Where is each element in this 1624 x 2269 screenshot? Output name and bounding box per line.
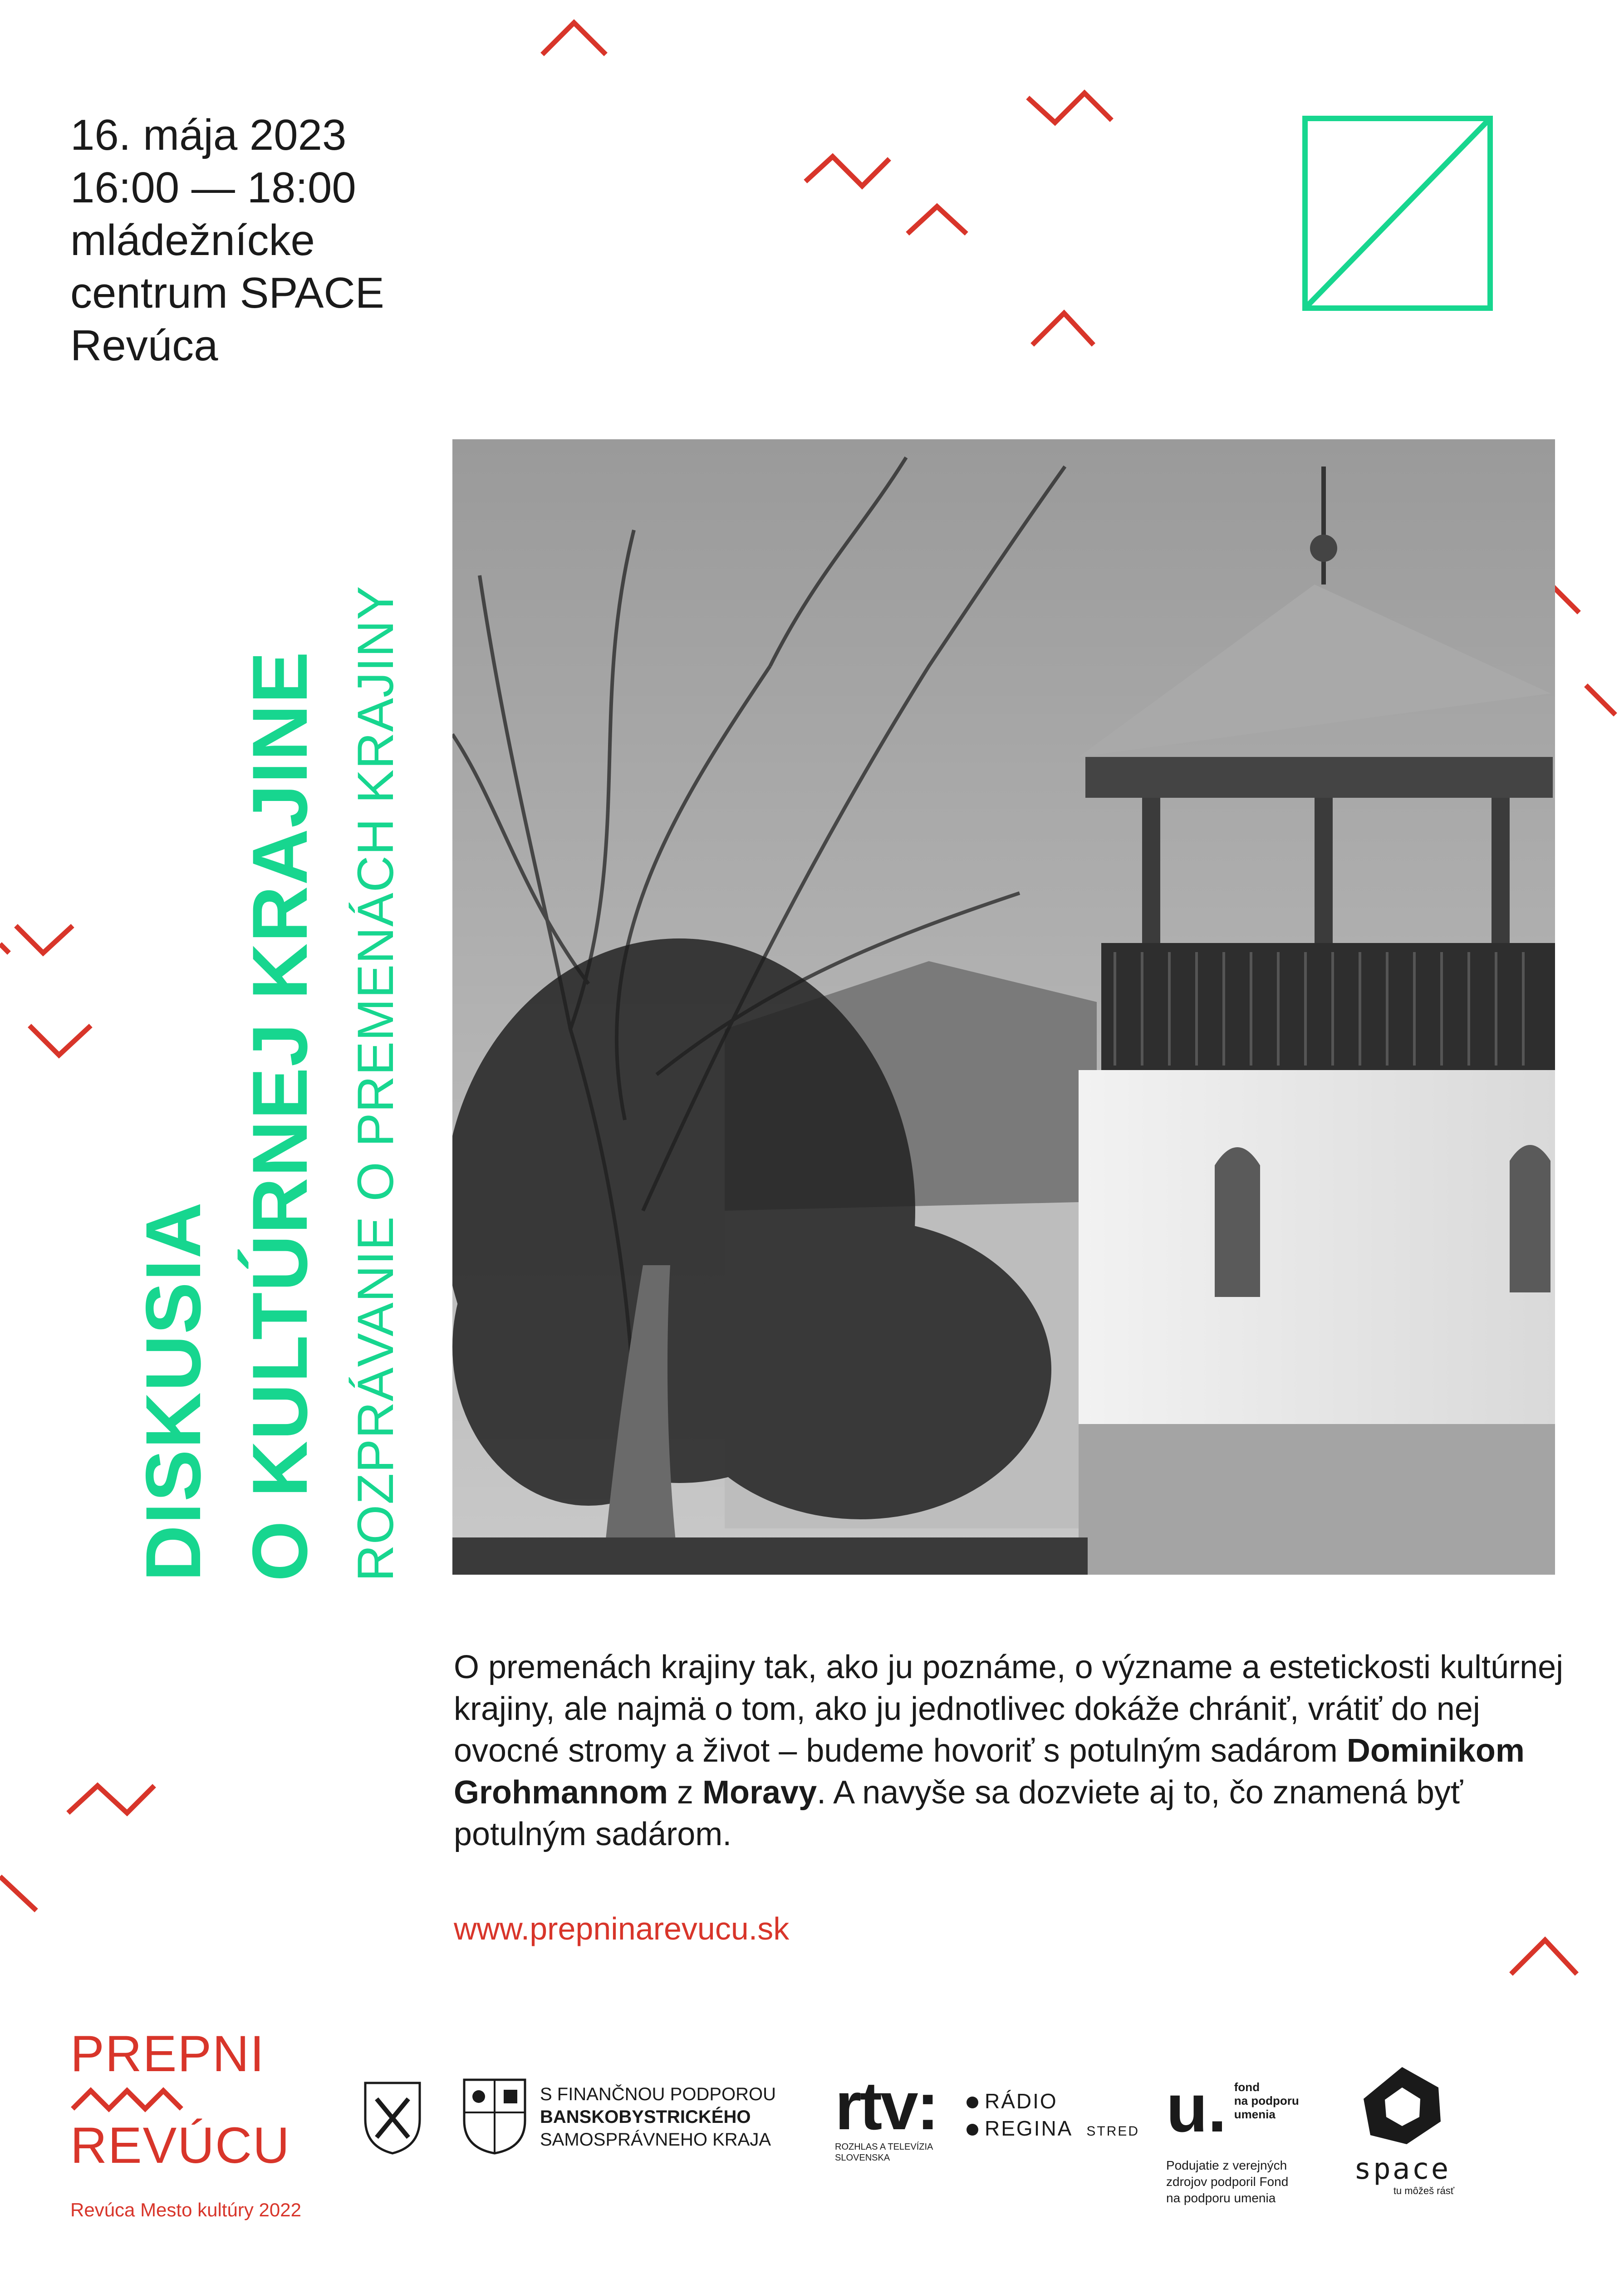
radio-regina-logo xyxy=(967,2087,1139,2145)
description-connector: z xyxy=(668,1774,703,1811)
speaker-origin: Moravy xyxy=(702,1774,817,1811)
description-ending: . A navyše sa dozviete aj to, čo znamená byť potulným sadárom. xyxy=(454,1774,1463,1852)
fpu-line2: na podporu xyxy=(1234,2094,1299,2107)
space-text xyxy=(1350,2153,1454,2197)
radio-dot-icon xyxy=(967,2097,978,2108)
radio-line1: RÁDIO xyxy=(985,2089,1058,2113)
space-subtitle: tu môžeš rásť xyxy=(1393,2185,1454,2196)
sponsor-line2: BANSKOBYSTRICKÉHO xyxy=(540,2107,751,2127)
brand-subtitle: Revúca Mesto kultúry 2022 xyxy=(70,2199,301,2220)
revuca-coat-of-arms-icon xyxy=(361,2078,424,2156)
fpu-note2: zdrojov podporil Fond xyxy=(1166,2175,1289,2189)
sponsor-line3: SAMOSPRÁVNEHO KRAJA xyxy=(540,2130,771,2150)
brand-wave-icon xyxy=(70,2084,193,2116)
fpu-line1: fond xyxy=(1234,2080,1260,2094)
photo-tree-belltower xyxy=(452,439,1555,1575)
space-logo-icon xyxy=(1357,2063,1447,2149)
sponsor-line1: S FINANČNOU PODPOROU xyxy=(540,2084,776,2104)
rtvs-wordmark: rtv: xyxy=(835,2068,937,2144)
brand-square-icon xyxy=(1302,116,1493,311)
website-link[interactable]: www.prepninarevucu.sk xyxy=(454,1911,790,1946)
title-line2: O KULTÚRNEJ KRAJINE xyxy=(236,650,324,1581)
description-text: O premenách krajiny tak, ako ju poznáme, o význame a estetickosti kultúrnej krajiny, ale najmä o tom, ako ju jednotlivec dokáže chrániť, vrátiť do nej ovocné stromy a život – budeme hovoriť s potulným sadárom xyxy=(454,1649,1564,1769)
event-venue-line1: mládežnícke xyxy=(70,216,315,265)
sponsor-text xyxy=(540,2083,776,2151)
speaker-name: Dominikom Grohmannom xyxy=(454,1733,1525,1811)
prepni-revucu-logo xyxy=(70,2025,301,2235)
event-city: Revúca xyxy=(70,321,218,370)
fpu-mark: u. xyxy=(1166,2070,1227,2146)
title-line1: DISKUSIA xyxy=(130,1201,217,1581)
vertical-title xyxy=(120,585,417,1581)
radio-line3: STRED xyxy=(1086,2124,1140,2139)
event-description xyxy=(454,1646,1565,1855)
rtvs-logo xyxy=(835,2068,937,2163)
event-time: 16:00 — 18:00 xyxy=(70,163,356,212)
brand-line2: REVÚCU xyxy=(70,2117,290,2174)
brand-line1: PREPNI xyxy=(70,2025,265,2082)
space-wordmark: space xyxy=(1354,2152,1451,2186)
radio-dot-icon xyxy=(967,2124,978,2136)
fpu-logo xyxy=(1166,2070,1299,2206)
event-venue-line2: centrum SPACE xyxy=(70,269,384,317)
rtvs-sub2: SLOVENSKA xyxy=(835,2153,890,2163)
fpu-line3: umenia xyxy=(1234,2107,1276,2121)
fpu-note3: na podporu umenia xyxy=(1166,2191,1276,2205)
fpu-note1: Podujatie z verejných xyxy=(1166,2158,1287,2172)
bbsk-coat-of-arms-icon xyxy=(461,2076,529,2156)
title-subtitle: ROZPRÁVANIE O PREMENÁCH KRAJINY xyxy=(347,585,404,1581)
event-date: 16. mája 2023 xyxy=(70,111,347,159)
radio-line2: REGINA xyxy=(985,2117,1073,2140)
rtvs-sub1: ROZHLAS A TELEVÍZIA xyxy=(835,2142,933,2152)
